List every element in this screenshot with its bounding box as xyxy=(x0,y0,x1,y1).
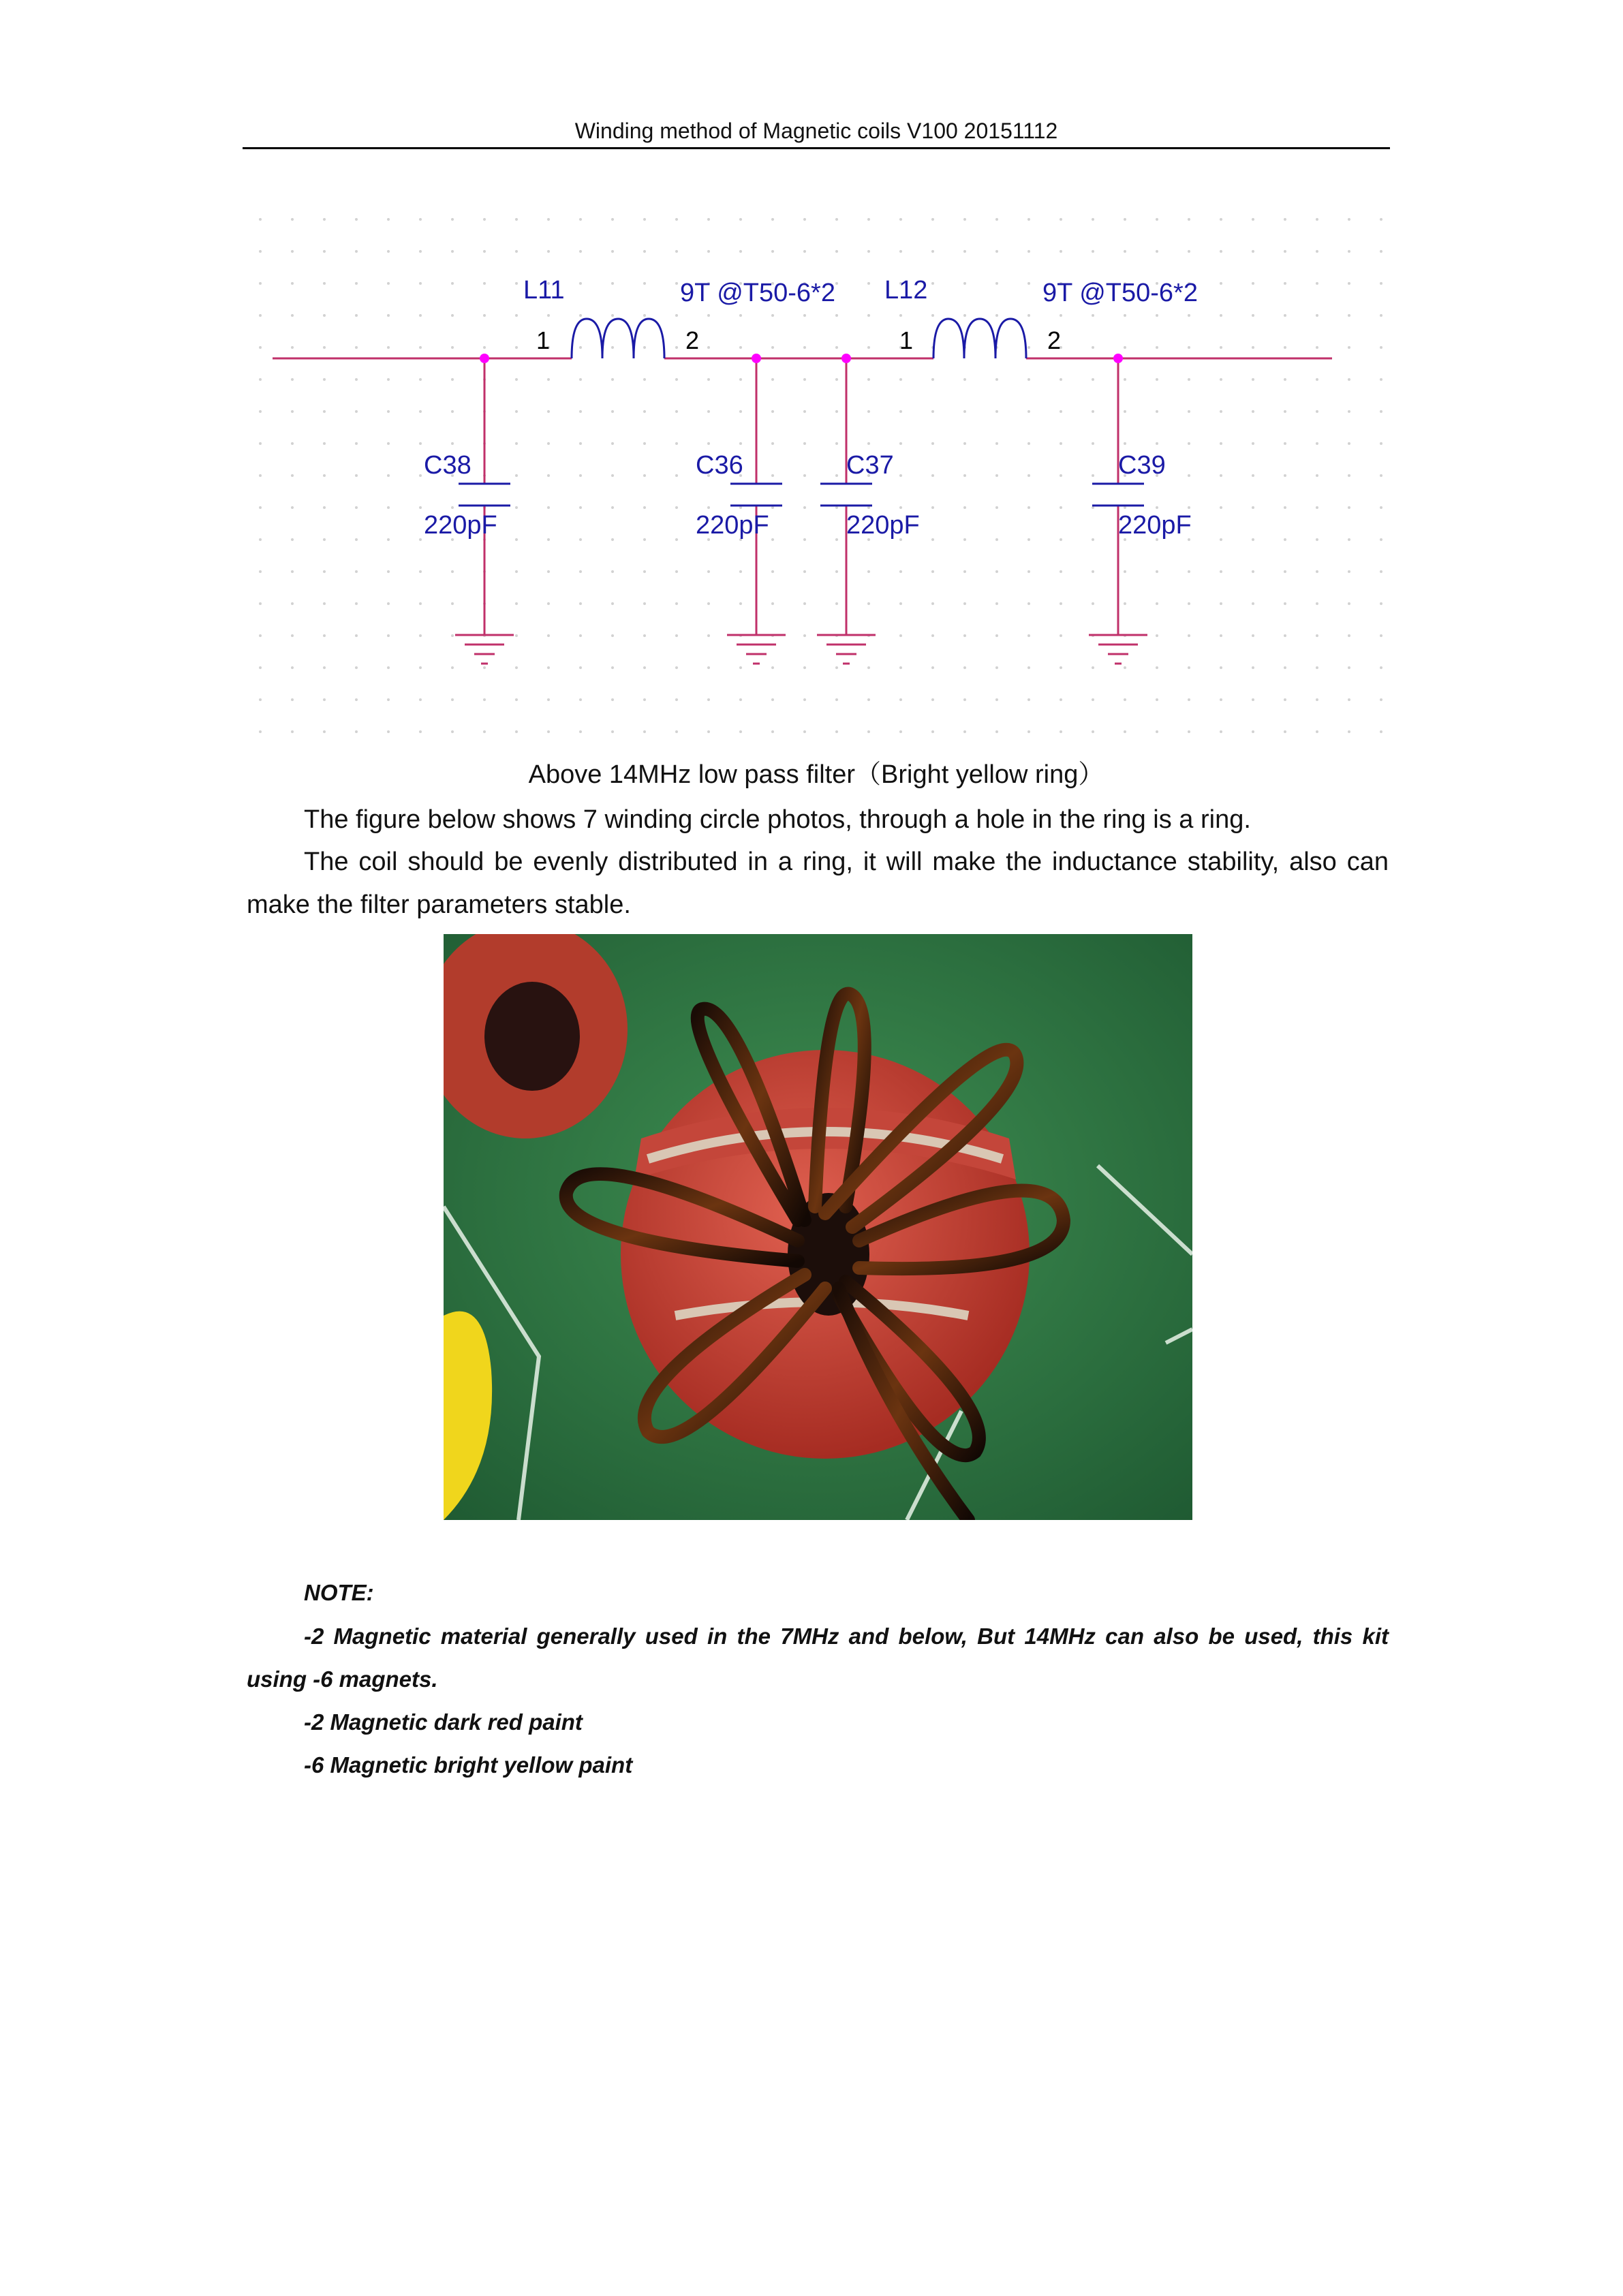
junction-dot xyxy=(480,354,489,363)
note-line: -2 Magnetic material generally used in the 7MHz and below, But 14MHz can also be used, this kit using -6 magnets. xyxy=(247,1624,1389,1692)
l11-ref: L11 xyxy=(523,276,565,305)
l12-value: 9T @T50-6*2 xyxy=(1042,279,1198,307)
note-line: -2 Magnetic dark red paint xyxy=(304,1709,583,1735)
junction-dot xyxy=(752,354,761,363)
body-paragraph: The coil should be evenly distributed in a ring, it will make the inductance stability, also can make the filter parameters stable. xyxy=(247,848,1389,919)
c36-value: 220pF xyxy=(696,511,769,540)
note-heading: NOTE: xyxy=(304,1580,374,1605)
l11-pin2: 2 xyxy=(685,326,700,354)
c37-value: 220pF xyxy=(846,511,920,540)
c36-ref: C36 xyxy=(696,451,743,480)
c38-value: 220pF xyxy=(424,511,497,540)
l11-pin1: 1 xyxy=(536,326,551,354)
c39-value: 220pF xyxy=(1118,511,1192,540)
page-header xyxy=(243,114,1390,149)
l12-pin2: 2 xyxy=(1047,326,1062,354)
note-line: -6 Magnetic bright yellow paint xyxy=(304,1752,633,1778)
figure-caption: Above 14MHz low pass filter（Bright yellow ring） xyxy=(528,760,1104,789)
header-title: Winding method of Magnetic coils V100 20151112 xyxy=(574,119,1058,143)
c37-ref: C37 xyxy=(846,451,894,480)
l12-ref: L12 xyxy=(884,276,928,305)
l11-value: 9T @T50-6*2 xyxy=(680,279,835,307)
body-paragraph: The figure below shows 7 winding circle photos, through a hole in the ring is a ring. xyxy=(304,805,1251,834)
junction-dot xyxy=(841,354,851,363)
toroid-coil-photo xyxy=(444,934,1192,1520)
c39-ref: C39 xyxy=(1118,451,1166,480)
junction-dot xyxy=(1113,354,1123,363)
lowpass-filter-schematic xyxy=(259,218,1390,736)
c38-ref: C38 xyxy=(424,451,472,480)
l12-pin1: 1 xyxy=(899,326,914,354)
